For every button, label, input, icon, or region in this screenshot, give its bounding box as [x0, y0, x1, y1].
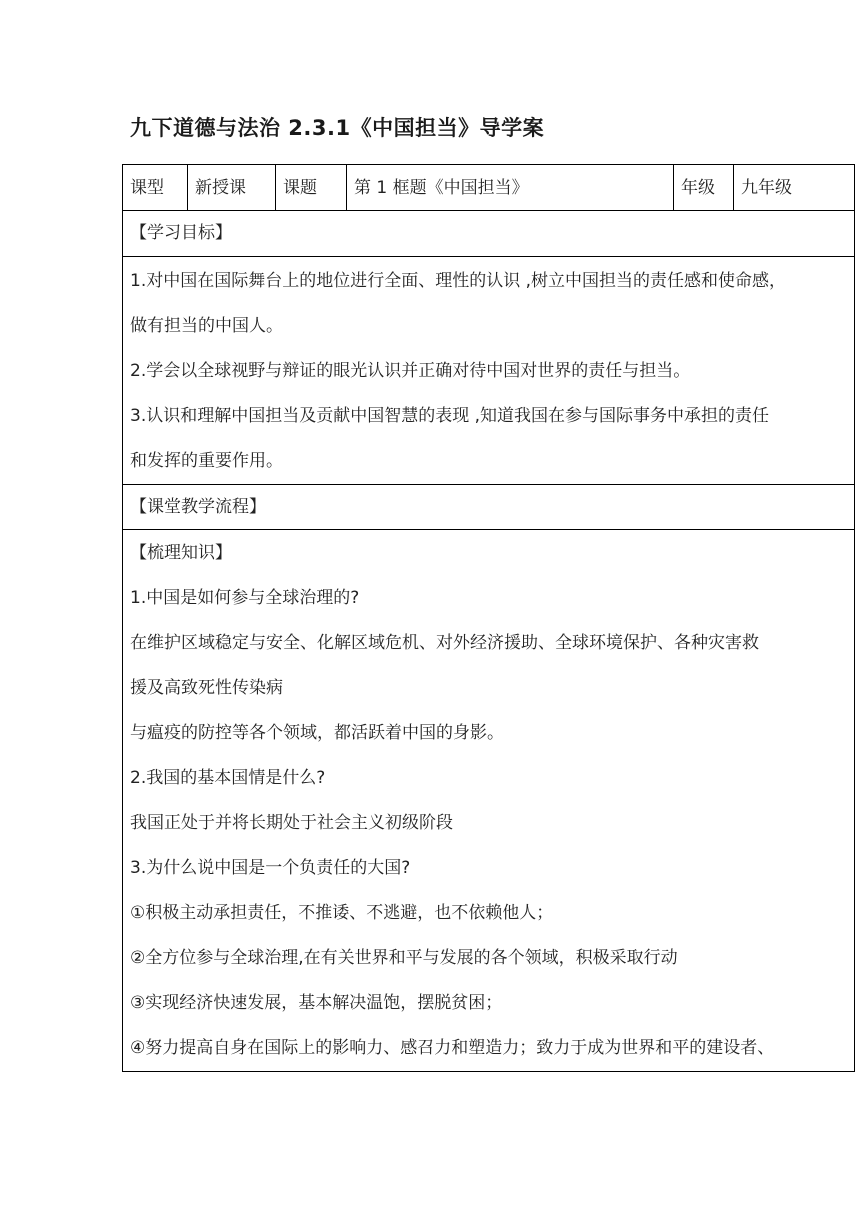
- grade-label: 年级: [674, 165, 734, 210]
- objective-line: 2.学会以全球视野与辩证的眼光认识并正确对待中国对世界的责任与担当。: [130, 361, 691, 381]
- grade-value: 九年级: [741, 178, 792, 198]
- knowledge-line: 2.我国的基本国情是什么?: [130, 768, 326, 788]
- knowledge-line: ②全方位参与全球治理,在有关世界和平与发展的各个领域，积极采取行动: [130, 948, 678, 968]
- knowledge-content: [123, 530, 854, 1071]
- knowledge-line: 援及高致死性传染病: [130, 678, 283, 698]
- type-value: 新授课: [188, 165, 276, 210]
- lesson-plan-table: [122, 164, 855, 1072]
- objective-line: 和发挥的重要作用。: [130, 451, 283, 471]
- objectives-heading-row: [123, 211, 854, 257]
- objective-line: 1.对中国在国际舞台上的地位进行全面、理性的认识 ,树立中国担当的责任感和使命感，: [130, 271, 787, 291]
- knowledge-line: ①积极主动承担责任，不推诿、不逃避，也不依赖他人；: [130, 903, 554, 923]
- document-title: 九下道德与法治 2.3.1《中国担当》导学案: [130, 116, 545, 140]
- objective-line: 做有担当的中国人。: [130, 316, 283, 336]
- topic-value: 第 1 框题《中国担当》: [347, 165, 674, 210]
- process-heading-row: [123, 485, 854, 530]
- knowledge-heading: 【梳理知识】: [130, 543, 232, 563]
- knowledge-line: 在维护区域稳定与安全、化解区域危机、对外经济援助、全球环境保护、各种灾害救: [130, 633, 759, 653]
- type-label: 课型: [123, 165, 188, 210]
- knowledge-line: ③实现经济快速发展，基本解决温饱，摆脱贫困；: [130, 993, 503, 1013]
- objectives-heading: 【学习目标】: [130, 223, 232, 243]
- header-row: [123, 165, 854, 211]
- objectives-content: [123, 257, 854, 485]
- knowledge-line: 1.中国是如何参与全球治理的?: [130, 588, 360, 608]
- knowledge-line: 与瘟疫的防控等各个领域，都活跃着中国的身影。: [130, 723, 504, 743]
- objective-line: 3.认识和理解中国担当及贡献中国智慧的表现 ,知道我国在参与国际事务中承担的责任: [130, 406, 770, 426]
- topic-label: 课题: [276, 165, 347, 210]
- process-heading: 【课堂教学流程】: [130, 497, 266, 517]
- knowledge-line: 3.为什么说中国是一个负责任的大国?: [130, 858, 411, 878]
- knowledge-line: ④努力提高自身在国际上的影响力、感召力和塑造力；致力于成为世界和平的建设者、: [130, 1038, 775, 1058]
- knowledge-line: 我国正处于并将长期处于社会主义初级阶段: [130, 813, 453, 833]
